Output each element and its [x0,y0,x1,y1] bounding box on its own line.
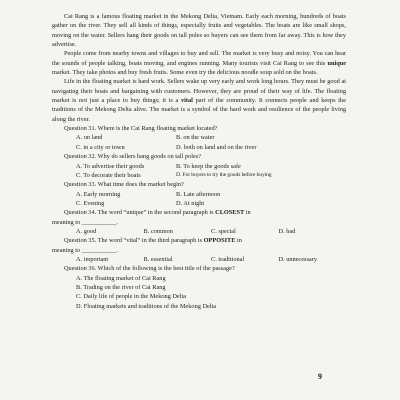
paragraph-2 [52,49,346,77]
option-31a: A. on land [76,134,103,142]
option-36b: B. Trading on the river of Cai Rang [76,283,166,291]
option-31c: C. in a city or town [76,143,125,151]
question-34-text-end: in [244,209,251,217]
paragraph-2-text-end: market. They take photos and buy fresh fruits. Some even try the delicious noodle soup sold on the boats. [52,69,318,77]
question-35-continuation: meaning to ___________. [52,246,118,254]
option-33d: D. At night [176,199,205,207]
paragraph-2-text: People come from nearby towns and villages to buy and sell. The market is very busy and noisy. You can hear the sounds of people talking, boats moving, and engines running. Many tourists visit Cai Rang to see this [52,50,346,67]
option-34b: B. common [143,227,173,235]
question-32-options-row-2 [52,171,346,180]
bold-word-vital: vital [180,97,193,105]
question-35-options [52,255,346,264]
option-36d: D. Floating markets and traditions of the Mekong Delta [76,302,217,310]
option-34d: D. bad [278,227,296,235]
paragraph-1 [52,12,346,49]
option-32c: C. To decorate their boats [76,171,141,179]
page-number: 9 [318,372,322,381]
option-32d: D. For buyers to try the goods before buying [176,171,272,178]
paragraph-3-text: Life in the floating market is hard work. Sellers wake up very early and work long hours. They must be good at navigating their boats and bargaining with customers. However, they are proud of their way of life. The floating market is not just a place to buy things; it is a [52,78,346,105]
question-35-text-end: in [235,237,242,245]
option-35c: C. traditional [211,255,245,263]
question-33: Question 33. What time does the market begin? [64,181,184,189]
question-34-options [52,227,346,236]
option-31d: D. both on land and on the river [176,143,257,151]
question-35-text: Question 35. The word “vital” in the third paragraph is [64,237,204,245]
option-32a: A. To advertise their goods [76,162,145,170]
question-31: Question 31. Where is the Cai Rang floating market located? [64,125,218,133]
option-36c: C. Daily life of people in the Mekong Delta [76,293,186,301]
question-34-continuation: meaning to ___________. [52,218,118,226]
question-34-text: Question 34. The word “unique” in the second paragraph is [64,209,216,217]
question-35-keyword: OPPOSITE [203,237,236,245]
option-31b: B. on the water [176,134,215,142]
question-34-keyword: CLOSEST [215,209,245,217]
question-36: Question 36. Which of the following is the best title of the passage? [64,265,235,273]
option-33b: B. Late afternoon [176,190,221,198]
option-33c: C. Evening [76,199,105,207]
bold-word-unique: unique [327,59,346,67]
option-36a: A. The floating market of Cai Rang [76,274,166,282]
option-32b: B. To keep the goods safe [176,162,241,170]
option-34a: A. good [76,227,97,235]
paragraph-1-text: Cai Rang is a famous floating market in the Mekong Delta, Vietnam. Early each morning, hundreds of boats gather on the river. They sell all kinds of things, especially fruits and vegetables. The boats are like small shops, moving on the water. Sellers hang their goods on tall poles so buyers can see them from far away. This is how they advertise. [52,13,346,49]
paragraph-3 [52,77,346,124]
option-35b: B. essential [143,255,173,263]
option-35d: D. unnecessary [278,255,317,263]
question-31-options-row-1 [52,133,346,142]
question-33-options-row-1 [52,190,346,199]
question-34 [52,208,346,217]
question-32-options-row-1 [52,162,346,171]
option-33a: A. Early morning [76,190,121,198]
question-35 [52,236,346,245]
question-32: Question 32. Why do sellers hang goods on tall poles? [64,153,201,161]
option-34c: C. special [211,227,236,235]
option-35a: A. important [76,255,109,263]
question-33-options-row-2 [52,199,346,208]
paragraph-3-text-end: part of the community. It connects people and keeps the traditions of the Mekong Delta alive. The market is a symbol of the hard work and resilience of the people living along the river. [52,97,346,123]
question-31-options-row-2 [52,143,346,152]
